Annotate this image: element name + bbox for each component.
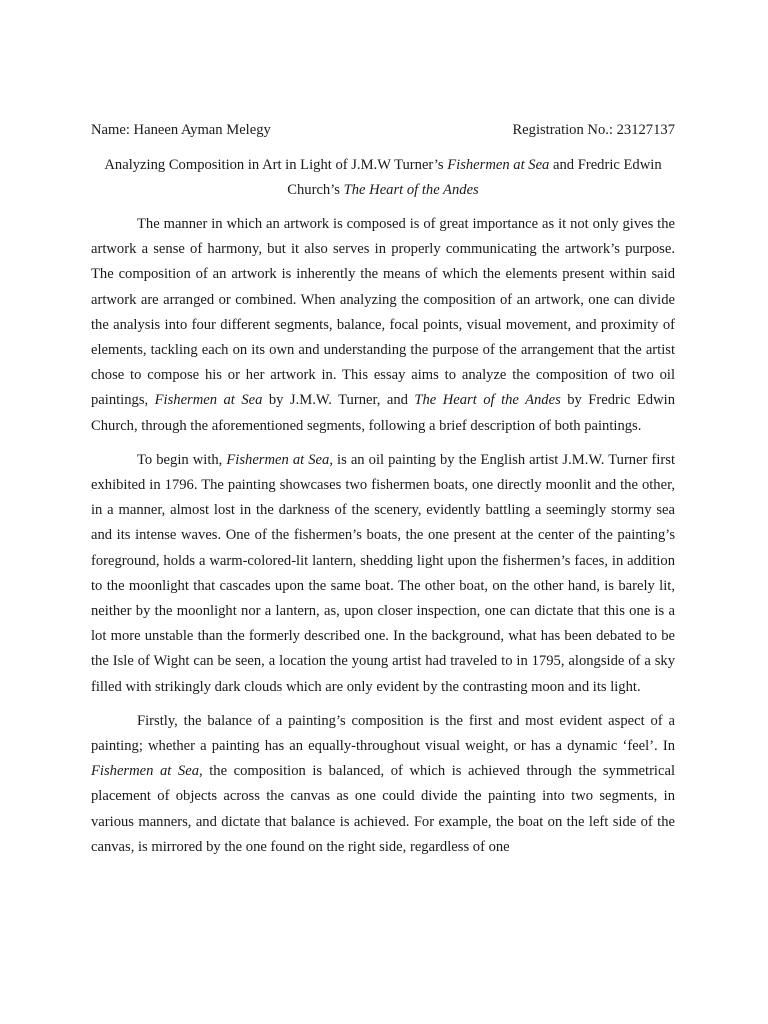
paragraph-text: The manner in which an artwork is composed is of great importance as it not only gives the artwork a sense of harmony, but it also serves in properly communicating the artwork’s purpose. The composition of an artwork is inherently the means of which the elements present within said artwork are arranged or combined. When analyzing the composition of an artwork, one can divide the analysis into four different segments, balance, focal points, visual movement, and proximity of elements, tackling each on its own and understanding the purpose of the arrangement that the artist chose to compose his or her artwork in. This essay aims to analyze the composition of two oil paintings, (91, 216, 675, 409)
essay-body (91, 212, 675, 869)
italic-title: Fishermen at Sea (91, 763, 199, 780)
title-part-2: and Fredric Edwin Church’s (287, 157, 662, 199)
registration-number: Registration No.: 23127137 (512, 122, 675, 138)
italic-title: The Heart of the Andes (414, 392, 561, 409)
title-part-1: Analyzing Composition in Art in Light of J.M.W Turner’s (104, 157, 448, 173)
italic-title: Fishermen at Sea, (226, 451, 333, 468)
paragraph-text: , the composition is balanced, of which is achieved through the symmetrical placement of objects across the canvas as one could divide the painting into two segments, in various manners, and dictate that balance is achieved. For example, the boat on the left side of the canvas, is mirrored by the one found on the right side, regardless of one (91, 763, 675, 855)
paragraph-text: To begin with, (137, 451, 227, 468)
paragraph-text: by J.M.W. Turner, and (262, 392, 415, 409)
paragraph-description (91, 448, 675, 700)
title-work-2: The Heart of the Andes (343, 182, 479, 199)
header-row (91, 120, 675, 140)
paragraph-introduction (91, 212, 675, 439)
italic-title: Fishermen at Sea (154, 392, 263, 409)
paragraph-balance (91, 709, 675, 860)
paragraph-text: is an oil painting by the English artist J.M.W. Turner first exhibited in 1796. The painting showcases two fishermen boats, one directly moonlit and the other, in a manner, almost lost in the darkness of the scenery, evidently battling a seemingly stormy sea and its intense waves. One of the fishermen’s boats, the one present at the center of the painting’s foreground, holds a warm-colored-lit lantern, shedding light upon the fishermen’s faces, in addition to the moonlight that cascades upon the same boat. The other boat, on the other hand, is barely lit, neither by the moonlight nor a lantern, as, upon closer inspection, one can dictate that this one is a lot more unstable than the formerly described one. In the background, what has been debated to be the Isle of Wight can be seen, a location the young artist had traveled to in 1795, alongside of a sky filled with strikingly dark clouds which are only evident by the contrasting moon and its light. (91, 451, 675, 695)
student-name: Name: Haneen Ayman Melegy (91, 122, 271, 138)
title-work-1: Fishermen at Sea (447, 157, 550, 173)
paragraph-text: by Fredric Edwin Church, through the aforementioned segments, following a brief description of both paintings. (91, 392, 675, 434)
paragraph-text: Firstly, the balance of a painting’s composition is the first and most evident aspect of a painting; whether a painting has an equally-throughout visual weight, or has a dynamic ‘feel’. In (91, 712, 675, 755)
essay-title (91, 153, 675, 203)
